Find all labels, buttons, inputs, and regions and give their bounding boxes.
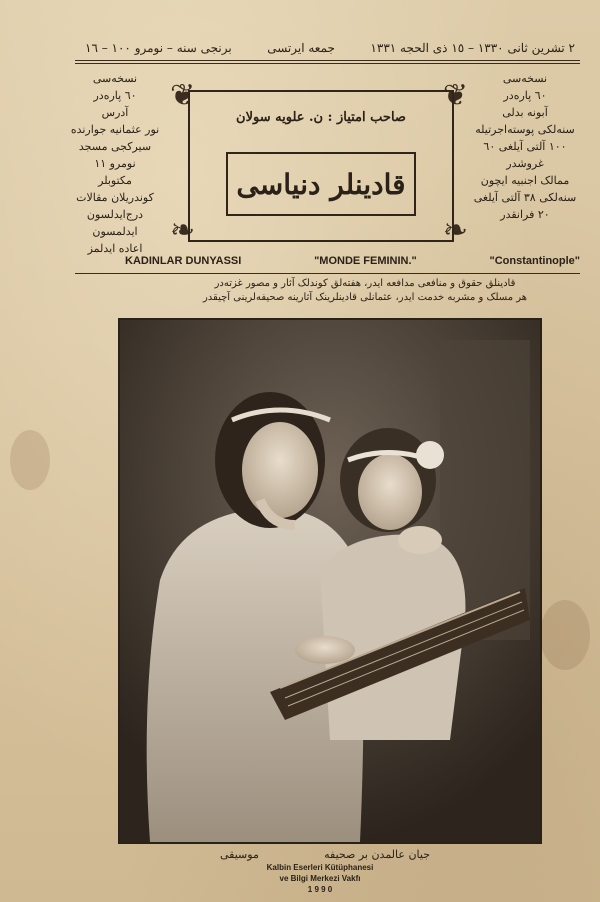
letters-label: مکتوبلر bbox=[98, 174, 132, 187]
letters-note: اعاده ایدلمز bbox=[87, 242, 143, 255]
leaf-ornament-icon: ❦ bbox=[170, 78, 196, 113]
address-line: نور عثمانیه جوارنده bbox=[70, 123, 160, 136]
issue-info-line bbox=[85, 38, 575, 58]
price-label: نسخه‌سی bbox=[92, 72, 138, 85]
right-info-column bbox=[470, 70, 580, 223]
masthead-frame bbox=[188, 90, 454, 242]
price-value: ٦٠ پاره‌در bbox=[503, 89, 547, 102]
photo-illustration bbox=[120, 320, 540, 842]
letters-note: درج‌ایدلسون ایدلمسون bbox=[86, 208, 144, 238]
city-label: "Constantinople" bbox=[489, 255, 580, 267]
leaf-ornament-icon: ❧ bbox=[170, 213, 196, 248]
address-line: سیرکجی مسجد bbox=[78, 140, 152, 153]
header-rule bbox=[75, 63, 580, 64]
price-value: ٦٠ پاره‌در bbox=[93, 89, 137, 102]
latin-title: KADINLAR DUNYASSI bbox=[125, 255, 242, 267]
stamp-line: Kalbin Eserleri Kütüphanesi bbox=[266, 863, 374, 872]
title-frame bbox=[226, 152, 416, 216]
caption-title: موسیقی bbox=[220, 848, 259, 861]
description-line: هر مسلک و مشربه خدمت ایدر، عثمانلی قادینلرینک آثارینه صحیفه‌لرینی آچیقدر bbox=[202, 292, 528, 303]
subscription-line: ممالک اجنبیه ایچون bbox=[480, 174, 570, 187]
price-label: نسخه‌سی bbox=[502, 72, 548, 85]
subscription-line: غروشدر bbox=[506, 157, 544, 170]
subscription-line: ١٠٠ آلتی آیلغی ٦٠ bbox=[483, 140, 567, 153]
address-label: آدرس bbox=[101, 106, 129, 119]
subscription-label: آبونه بدلی bbox=[502, 106, 548, 119]
header-rule bbox=[75, 60, 580, 61]
paper-stain bbox=[10, 430, 50, 490]
cover-photo bbox=[118, 318, 542, 844]
subtitle-rule bbox=[75, 273, 580, 274]
caption-text: جیان عالمدن بر صحیفه bbox=[324, 848, 430, 861]
stamp-line: 1 9 9 0 bbox=[307, 885, 333, 894]
french-title: "MONDE FEMININ." bbox=[314, 255, 417, 267]
latin-subtitle bbox=[125, 255, 580, 271]
publication-title: قادینلر دنیاسی bbox=[236, 167, 406, 201]
left-info-column bbox=[70, 70, 160, 257]
description-line: قادینلق حقوق و منافعی مدافعه ایدر، هفته‌لق کوندلک آثار و مصور غزته‌در bbox=[214, 278, 516, 289]
address-line: نومرو ١١ bbox=[94, 157, 136, 170]
library-stamp bbox=[255, 862, 385, 898]
subscription-line: ٢٠ فرانقدر bbox=[500, 208, 550, 221]
masthead bbox=[170, 78, 468, 248]
subscription-line: سنه‌لکی پوسته‌اجرتیله bbox=[475, 123, 575, 136]
stamp-line: ve Bilgi Merkezi Vakfı bbox=[279, 874, 361, 883]
subscription-line: سنه‌لکی ٣٨ آلتی آیلغی bbox=[473, 191, 577, 204]
owner-line: صاحب امتیاز : ن. علویه سولان bbox=[236, 110, 406, 125]
issue-number: برنجی سنه – نومرو ١٠٠ – ١٦ bbox=[85, 41, 232, 55]
photo-caption bbox=[220, 848, 430, 861]
leaf-ornament-icon: ❦ bbox=[442, 78, 468, 113]
paper-stain bbox=[540, 600, 590, 670]
issue-day: جمعه ایرتسی bbox=[267, 41, 335, 55]
leaf-ornament-icon: ❧ bbox=[442, 213, 468, 248]
letters-note: کوندریلان مقالات bbox=[76, 191, 154, 204]
issue-date: ٢ تشرین ثانی ١٣٣٠ – ١٥ ذی الحجه ١٣٣١ bbox=[370, 41, 575, 55]
